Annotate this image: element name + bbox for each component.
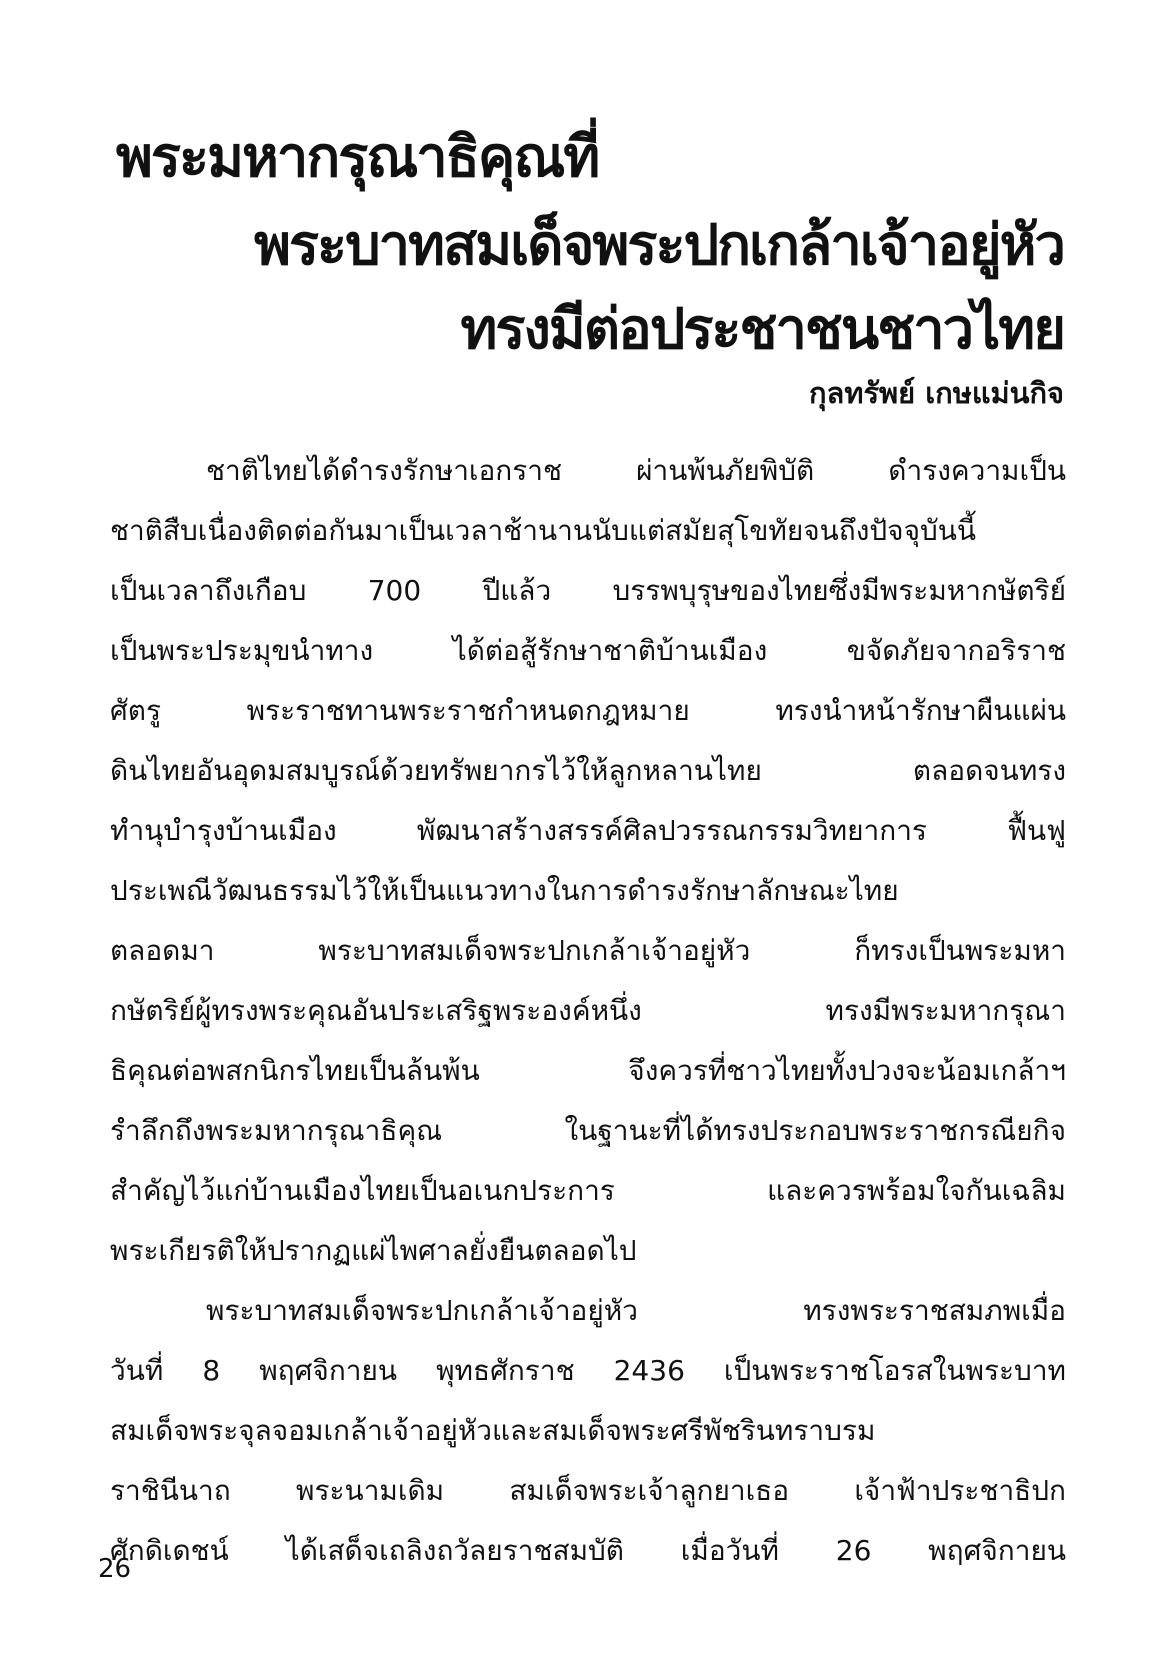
body-line: ศักดิเดชน์ ได้เสด็จเถลิงถวัลยราชสมบัติ เมื่อวันที่ 26 พฤศจิกายน (110, 1534, 1066, 1567)
article-body (110, 441, 1066, 1581)
body-line: เป็นเวลาถึงเกือบ 700 ปีแล้ว บรรพบุรุษของไทยซึ่งมีพระมหากษัตริย์ (110, 574, 1066, 607)
body-line: วันที่ 8 พฤศจิกายน พุทธศักราช 2436 เป็นพระราชโอรสในพระบาท (110, 1354, 1066, 1387)
body-line: ชาติสืบเนื่องติดต่อกันมาเป็นเวลาช้านานนับแต่สมัยสุโขทัยจนถึงปัจจุบันนี้ (110, 514, 977, 547)
author-name: กุลทรัพย์ เกษแม่นกิจ (809, 376, 1064, 410)
page-number: 26 (98, 1554, 132, 1584)
body-line: ธิคุณต่อพสกนิกรไทยเป็นล้นพ้น จึงควรที่ชาวไทยทั้งปวงจะน้อมเกล้าฯ (110, 1054, 1066, 1087)
title-line-3: ทรงมีต่อประชาชนชาวไทย (460, 297, 1064, 362)
body-line: เป็นพระประมุขนำทาง ได้ต่อสู้รักษาชาติบ้านเมือง ขจัดภัยจากอริราช (110, 634, 1066, 667)
body-line: ชาติไทยได้ดำรงรักษาเอกราช ผ่านพ้นภัยพิบัติ ดำรงความเป็น (206, 454, 1066, 487)
body-line: พระบาทสมเด็จพระปกเกล้าเจ้าอยู่หัว ทรงพระราชสมภพเมื่อ (206, 1294, 1066, 1327)
body-line: ดินไทยอันอุดมสมบูรณ์ด้วยทรัพยากรไว้ให้ลูกหลานไทย ตลอดจนทรง (110, 754, 1066, 787)
title-line-2: พระบาทสมเด็จพระปกเกล้าเจ้าอยู่หัว (254, 213, 1064, 278)
body-line: ตลอดมา พระบาทสมเด็จพระปกเกล้าเจ้าอยู่หัว ก็ทรงเป็นพระมหา (110, 934, 1066, 967)
body-line: ศัตรู พระราชทานพระราชกำหนดกฎหมาย ทรงนำหน้ารักษาผืนแผ่น (110, 694, 1066, 727)
body-line: ประเพณีวัฒนธรรมไว้ให้เป็นแนวทางในการดำรงรักษาลักษณะไทย (110, 874, 899, 907)
body-line: พระเกียรติให้ปรากฏแผ่ไพศาลยั่งยืนตลอดไป (110, 1234, 637, 1267)
title-line-1: พระมหากรุณาธิคุณที่ (116, 125, 599, 190)
body-line: รำลึกถึงพระมหากรุณาธิคุณ ในฐานะที่ได้ทรงประกอบพระราชกรณียกิจ (110, 1114, 1066, 1147)
body-line: กษัตริย์ผู้ทรงพระคุณอันประเสริฐพระองค์หนึ่ง ทรงมีพระมหากรุณา (110, 994, 1066, 1027)
body-line: ราชินีนาถ พระนามเดิม สมเด็จพระเจ้าลูกยาเธอ เจ้าฟ้าประชาธิปก (110, 1474, 1066, 1507)
body-line: ทำนุบำรุงบ้านเมือง พัฒนาสร้างสรรค์ศิลปวรรณกรรมวิทยาการ ฟื้นฟู (110, 814, 1066, 847)
body-line: สมเด็จพระจุลจอมเกล้าเจ้าอยู่หัวและสมเด็จพระศรีพัชรินทราบรม (110, 1414, 876, 1447)
body-line: สำคัญไว้แก่บ้านเมืองไทยเป็นอเนกประการ และควรพร้อมใจกันเฉลิม (110, 1174, 1066, 1207)
